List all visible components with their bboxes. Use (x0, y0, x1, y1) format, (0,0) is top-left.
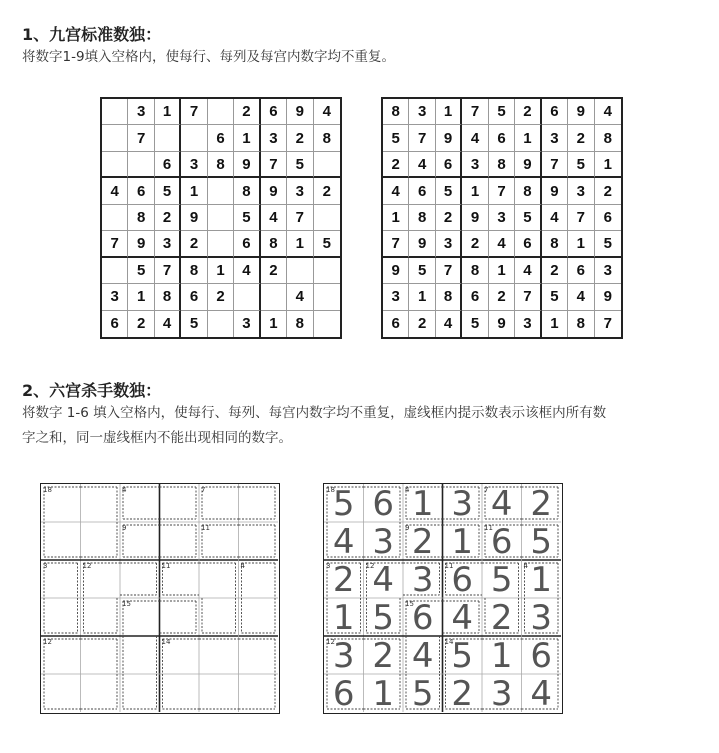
sudoku9-puzzle-cell: 3 (261, 125, 287, 151)
sudoku9-solution-cell: 1 (409, 284, 435, 310)
sudoku9-solution-cell: 1 (462, 178, 488, 204)
sudoku9-solution-cell: 2 (568, 125, 594, 151)
killer6-solution-cage-sum: 4 (523, 562, 528, 570)
killer6-puzzle-cage-sum: 12 (43, 638, 52, 646)
sudoku9-solution-cell: 7 (515, 284, 541, 310)
sudoku9-solution-cell: 7 (568, 205, 594, 231)
sudoku9-solution-cell: 3 (489, 205, 515, 231)
killer6-solution-digit: 3 (332, 636, 355, 676)
sudoku9-solution-cell: 5 (515, 205, 541, 231)
killer6-solution-digit: 6 (332, 674, 355, 712)
killer6-solution-digit: 4 (411, 636, 434, 676)
sudoku9-puzzle-cell: 6 (234, 231, 260, 257)
sudoku9-puzzle-cell: 3 (102, 284, 128, 310)
sudoku9-puzzle-cell (102, 258, 128, 284)
sudoku9-puzzle-cell: 4 (314, 99, 340, 125)
sudoku9-puzzle-cell: 9 (261, 178, 287, 204)
sudoku9-puzzle-cell: 2 (261, 258, 287, 284)
sudoku9-solution-cell: 3 (436, 231, 462, 257)
sudoku9-solution-cell: 4 (383, 178, 409, 204)
killer6-solution-grid (323, 483, 563, 714)
sudoku9-solution-cell: 2 (595, 178, 621, 204)
sudoku9-puzzle-cell: 6 (128, 178, 154, 204)
sudoku9-puzzle-cell: 8 (287, 311, 313, 337)
sudoku9-puzzle-cell: 2 (155, 205, 181, 231)
killer6-solution-digit: 5 (451, 636, 474, 676)
sudoku9-solution-cell: 6 (436, 152, 462, 178)
sudoku9-puzzle-cell (208, 99, 234, 125)
sudoku9-solution-cell: 7 (436, 258, 462, 284)
killer6-puzzle-cage-sum: 4 (240, 562, 245, 570)
sudoku9-puzzle-cell (155, 125, 181, 151)
sudoku9-puzzle-cell (208, 231, 234, 257)
killer6-solution-digit: 1 (490, 636, 513, 676)
killer6-solution-digit: 2 (490, 598, 513, 638)
killer6-solution-cage-sum: 12 (365, 562, 375, 570)
killer6-solution-digit: 1 (411, 484, 434, 524)
sudoku9-solution-cell: 9 (409, 231, 435, 257)
sudoku9-puzzle-cell (208, 205, 234, 231)
sudoku9-solution-cell: 2 (489, 284, 515, 310)
sudoku9-puzzle-cell (314, 311, 340, 337)
killer6-puzzle-cage-sum: 3 (43, 562, 48, 570)
sudoku9-solution-cell: 5 (383, 125, 409, 151)
sudoku9-solution-cell: 8 (409, 205, 435, 231)
killer6-solution-cage-sum: 11 (444, 562, 454, 570)
sudoku9-solution-cell: 4 (489, 231, 515, 257)
sudoku9-puzzle-cell: 6 (181, 284, 207, 310)
sudoku9-solution-cell: 2 (515, 99, 541, 125)
sudoku9-puzzle-cell: 6 (102, 311, 128, 337)
sudoku9-puzzle-cell: 2 (181, 231, 207, 257)
sudoku9-puzzle-cell: 3 (234, 311, 260, 337)
sudoku9-solution-cell: 8 (595, 125, 621, 151)
sudoku9-puzzle-cell (102, 99, 128, 125)
section2-description-line1: 将数字 1-6 填入空格内，使每行、每列、每宫内数字均不重复，虚线框内提示数表示该框内所有数 (22, 405, 607, 421)
sudoku9-solution-cell: 5 (409, 258, 435, 284)
sudoku9-solution-cell: 4 (568, 284, 594, 310)
killer6-solution-digit: 1 (530, 560, 553, 600)
sudoku9-puzzle-cell: 4 (155, 311, 181, 337)
sudoku9-solution-cell: 6 (595, 205, 621, 231)
sudoku9-puzzle-cell (208, 311, 234, 337)
sudoku9-solution-cell: 4 (436, 311, 462, 337)
sudoku9-solution-cell: 8 (542, 231, 568, 257)
sudoku9-puzzle-cell (261, 284, 287, 310)
sudoku9-solution-cell: 5 (542, 284, 568, 310)
killer6-solution-digit: 6 (530, 636, 553, 676)
sudoku9-solution-cell: 6 (515, 231, 541, 257)
killer6-solution-digit: 5 (530, 522, 553, 562)
killer6-solution-digit: 4 (451, 598, 474, 638)
sudoku9-puzzle-cell: 1 (181, 178, 207, 204)
sudoku9-puzzle-cell: 8 (155, 284, 181, 310)
killer6-puzzle-cage-sum: 9 (122, 524, 127, 532)
sudoku9-solution-cell: 1 (489, 258, 515, 284)
sudoku9-puzzle-cell: 1 (234, 125, 260, 151)
sudoku9-solution-cell: 1 (436, 99, 462, 125)
sudoku9-puzzle-cell: 5 (128, 258, 154, 284)
sudoku9-puzzle-cell: 6 (155, 152, 181, 178)
killer6-solution-digit: 3 (372, 522, 395, 562)
sudoku9-puzzle-cell: 2 (128, 311, 154, 337)
sudoku9-puzzle-cell (128, 152, 154, 178)
sudoku9-solution-cell: 9 (515, 152, 541, 178)
sudoku9-puzzle-cell (314, 284, 340, 310)
killer6-solution-digit: 3 (451, 484, 474, 524)
killer6-solution-cage-sum: 3 (326, 562, 331, 570)
killer6-solution-cage-sum: 7 (484, 486, 489, 494)
sudoku9-puzzle-cell (314, 205, 340, 231)
killer6-puzzle-cage-sum: 11 (161, 562, 171, 570)
killer6-solution-digit: 6 (451, 560, 474, 600)
sudoku9-solution-cell: 7 (542, 152, 568, 178)
sudoku9-puzzle-cell: 7 (261, 152, 287, 178)
section2-title: 2、六宫杀手数独： (22, 381, 162, 400)
sudoku9-solution-cell: 2 (409, 311, 435, 337)
sudoku9-solution-cell: 3 (595, 258, 621, 284)
killer6-puzzle-svg (41, 484, 278, 712)
sudoku9-solution-cell: 9 (462, 205, 488, 231)
sudoku9-puzzle-cell: 8 (128, 205, 154, 231)
sudoku9-puzzle-cell: 7 (128, 125, 154, 151)
killer6-solution-cage-sum: 14 (444, 638, 454, 646)
sudoku9-solution-cell: 4 (515, 258, 541, 284)
sudoku9-solution-cell: 1 (515, 125, 541, 151)
sudoku9-solution-cell: 7 (603, 315, 612, 333)
section1-description: 将数字1-9填入空格内，使每行、每列及每宫内数字均不重复。 (22, 49, 396, 65)
sudoku9-puzzle-cell: 9 (181, 205, 207, 231)
sudoku9-solution-cell: 4 (409, 152, 435, 178)
killer6-puzzle-cage-sum: 18 (43, 486, 52, 494)
sudoku9-solution-cell: 2 (436, 205, 462, 231)
sudoku9-puzzle-cell: 3 (155, 231, 181, 257)
sudoku9-solution-cell: 8 (383, 99, 409, 125)
killer6-solution-digit: 1 (332, 598, 355, 638)
sudoku9-puzzle-cell: 1 (261, 311, 287, 337)
sudoku9-puzzle-cell: 4 (287, 284, 313, 310)
sudoku9-puzzle-cell: 8 (208, 152, 234, 178)
sudoku9-puzzle-cell: 4 (102, 178, 128, 204)
sudoku9-puzzle-cell: 2 (314, 178, 340, 204)
sudoku9-puzzle-cell: 9 (128, 231, 154, 257)
sudoku9-puzzle-cell: 8 (181, 258, 207, 284)
sudoku9-solution-cell: 6 (462, 284, 488, 310)
sudoku9-solution-cell: 5 (595, 231, 621, 257)
sudoku9-solution-cell: 5 (436, 178, 462, 204)
sudoku9-solution-grid (381, 97, 623, 339)
section1-title: 1、九宫标准数独： (22, 25, 162, 44)
sudoku9-solution-cell: 3 (383, 284, 409, 310)
sudoku9-solution-cell: 3 (542, 125, 568, 151)
sudoku9-solution-cell: 2 (542, 258, 568, 284)
killer6-solution-digit: 1 (451, 522, 474, 562)
sudoku9-solution-cell: 2 (383, 152, 409, 178)
sudoku9-solution-cell: 9 (383, 258, 409, 284)
sudoku9-solution-cell: 4 (542, 205, 568, 231)
sudoku9-puzzle-cell: 3 (287, 178, 313, 204)
sudoku9-solution-cell: 7 (409, 125, 435, 151)
killer6-solution-digit: 4 (490, 484, 513, 524)
sudoku9-puzzle-cell: 4 (261, 205, 287, 231)
sudoku9-puzzle-cell: 1 (208, 258, 234, 284)
killer6-solution-digit: 5 (372, 598, 395, 638)
sudoku9-solution-cell: 7 (462, 99, 488, 125)
sudoku9-solution-cell: 6 (383, 311, 409, 337)
sudoku9-solution-cell: 5 (489, 99, 515, 125)
killer6-solution-digit: 1 (372, 674, 395, 712)
sudoku9-puzzle-cell: 2 (234, 99, 260, 125)
sudoku9-puzzle-cell: 2 (208, 284, 234, 310)
killer6-solution-digit: 4 (530, 674, 553, 712)
sudoku9-puzzle-cell: 9 (234, 152, 260, 178)
killer6-solution-digit: 2 (372, 636, 395, 676)
sudoku9-puzzle-cell: 5 (234, 205, 260, 231)
sudoku9-solution-cell: 3 (462, 152, 488, 178)
killer6-puzzle-cage-sum: 15 (122, 600, 131, 608)
killer6-solution-digit: 4 (332, 522, 355, 562)
sudoku9-puzzle-cell: 7 (287, 205, 313, 231)
sudoku9-puzzle-cell: 5 (155, 178, 181, 204)
killer6-solution-digit: 5 (411, 674, 434, 712)
sudoku9-solution-cell: 1 (595, 152, 621, 178)
sudoku9-solution-cell: 9 (542, 178, 568, 204)
sudoku9-puzzle-cell: 7 (181, 99, 207, 125)
sudoku9-puzzle-cell: 1 (128, 284, 154, 310)
killer6-solution-svg (324, 484, 561, 712)
sudoku9-puzzle-cell: 7 (102, 231, 128, 257)
killer6-solution-digit: 2 (451, 674, 474, 712)
sudoku9-puzzle-cell: 3 (128, 99, 154, 125)
sudoku9-puzzle-cell: 9 (287, 99, 313, 125)
sudoku9-puzzle-cell: 5 (287, 152, 313, 178)
killer6-solution-digit: 6 (411, 598, 434, 638)
sudoku9-solution-cell: 6 (542, 99, 568, 125)
sudoku9-solution-cell: 1 (542, 311, 568, 337)
killer6-solution-digit: 3 (411, 560, 434, 600)
sudoku9-puzzle-cell: 4 (234, 258, 260, 284)
killer6-solution-digit: 4 (372, 560, 395, 600)
sudoku9-puzzle-cell: 6 (208, 125, 234, 151)
killer6-solution-digit: 2 (411, 522, 434, 562)
sudoku9-puzzle-cell: 6 (261, 99, 287, 125)
killer6-solution-digit: 6 (490, 522, 513, 562)
sudoku9-puzzle-cell (287, 258, 313, 284)
sudoku9-puzzle-cell: 2 (287, 125, 313, 151)
killer6-puzzle-cage-sum: 14 (161, 638, 171, 646)
sudoku9-puzzle-cell: 5 (181, 311, 207, 337)
sudoku9-solution-cell: 3 (409, 99, 435, 125)
killer6-solution-digit: 6 (372, 484, 395, 524)
sudoku9-puzzle-grid (100, 97, 342, 339)
sudoku9-puzzle-cell (102, 205, 128, 231)
sudoku9-puzzle-cell: 3 (181, 152, 207, 178)
sudoku9-solution-cell: 6 (409, 178, 435, 204)
sudoku9-solution-cell: 1 (568, 231, 594, 257)
sudoku9-solution-cell: 4 (595, 99, 621, 125)
sudoku9-puzzle-cell (314, 152, 340, 178)
killer6-solution-cage-sum: 15 (405, 600, 414, 608)
killer6-solution-digit: 3 (490, 674, 513, 712)
sudoku9-puzzle-cell (181, 125, 207, 151)
sudoku9-puzzle-cell: 7 (155, 258, 181, 284)
sudoku9-puzzle-cell (234, 284, 260, 310)
sudoku9-solution-cell: 6 (568, 258, 594, 284)
sudoku9-puzzle-cell: 8 (234, 178, 260, 204)
sudoku9-solution-cell: 7 (383, 231, 409, 257)
sudoku9-puzzle-cell (102, 125, 128, 151)
sudoku9-solution-cell: 9 (568, 99, 594, 125)
sudoku9-puzzle-cell: 1 (287, 231, 313, 257)
sudoku9-solution-cell: 9 (436, 125, 462, 151)
sudoku9-solution-cell: 8 (462, 258, 488, 284)
sudoku9-puzzle-cell: 8 (314, 125, 340, 151)
sudoku9-solution-cell: 9 (595, 284, 621, 310)
killer6-puzzle-cage-sum: 4 (122, 486, 127, 494)
sudoku9-solution-cell: 8 (436, 284, 462, 310)
sudoku9-solution-cell: 5 (462, 311, 488, 337)
killer6-solution-digit: 5 (332, 484, 355, 524)
killer6-solution-cage-sum: 11 (484, 524, 493, 532)
killer6-solution-cage-sum: 12 (326, 638, 335, 646)
killer6-puzzle-cage-sum: 11 (201, 524, 210, 532)
killer6-solution-cage-sum: 18 (326, 486, 335, 494)
killer6-solution-cage-sum: 4 (405, 486, 410, 494)
sudoku9-solution-cell: 8 (568, 311, 594, 337)
killer6-solution-cage-sum: 9 (405, 524, 410, 532)
killer6-solution-digit: 2 (332, 560, 355, 600)
sudoku9-solution-cell: 9 (489, 311, 515, 337)
killer6-puzzle-cage-sum: 12 (82, 562, 92, 570)
sudoku9-solution-cell: 5 (568, 152, 594, 178)
section2-description-line2: 字之和，同一虚线框内不能出现相同的数字。 (22, 430, 292, 446)
sudoku9-puzzle-cell: 1 (155, 99, 181, 125)
sudoku9-puzzle-cell: 8 (261, 231, 287, 257)
killer6-puzzle-grid (40, 483, 280, 714)
sudoku9-solution-cell: 8 (515, 178, 541, 204)
sudoku9-puzzle-cell (208, 178, 234, 204)
sudoku9-solution-cell: 1 (383, 205, 409, 231)
sudoku9-solution-cell: 4 (462, 125, 488, 151)
sudoku9-solution-cell: 3 (515, 311, 541, 337)
killer6-puzzle-cage-sum: 7 (201, 486, 206, 494)
killer6-solution-digit: 2 (530, 484, 553, 524)
sudoku9-solution-cell: 8 (489, 152, 515, 178)
sudoku9-puzzle-cell (314, 258, 340, 284)
sudoku9-puzzle-cell (102, 152, 128, 178)
killer6-solution-digit: 5 (490, 560, 513, 600)
sudoku9-solution-cell: 6 (489, 125, 515, 151)
sudoku9-puzzle-cell: 5 (314, 231, 340, 257)
sudoku9-solution-cell: 3 (568, 178, 594, 204)
killer6-solution-digit: 3 (530, 598, 553, 638)
sudoku9-solution-cell: 7 (489, 178, 515, 204)
sudoku9-solution-cell: 2 (462, 231, 488, 257)
